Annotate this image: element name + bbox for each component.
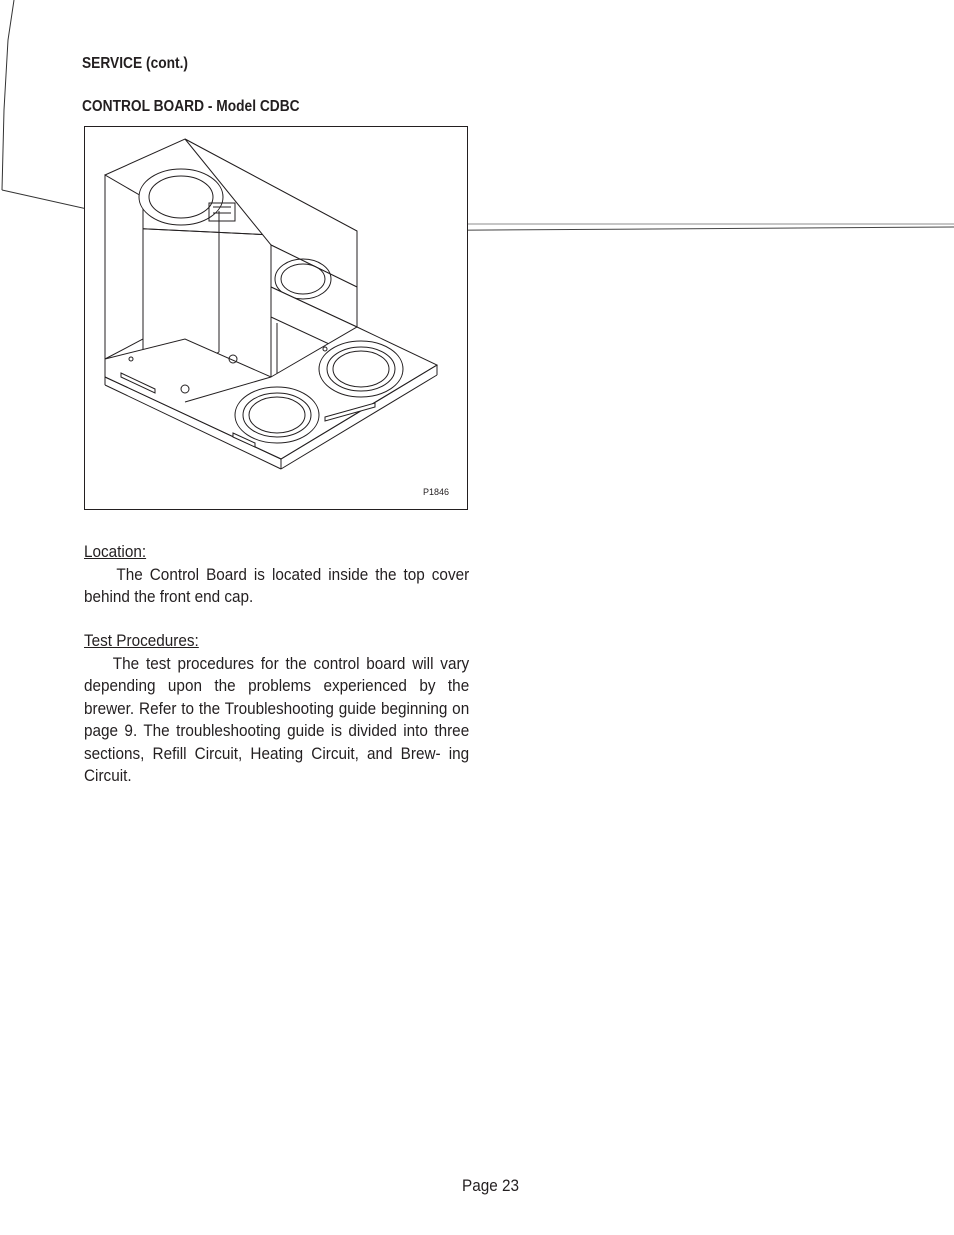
location-section <box>84 541 470 609</box>
test-procedures-heading: Test Procedures: <box>84 631 199 650</box>
location-heading: Location: <box>84 542 147 561</box>
test-procedures-section <box>84 630 470 788</box>
page-number: Page 23 <box>462 1176 520 1195</box>
brewer-illustration <box>85 127 469 511</box>
figure-id-label: P1846 <box>422 487 449 497</box>
test-procedures-paragraph: The test procedures for the control board will vary depending upon the problems experienced by the brewer. Refer to the Troubleshooting guide beginning on page 9. The troubleshooting guide is divided into three sections, Refill Circuit, Heating Circuit, and Brew- ing Circuit. <box>84 653 470 785</box>
figure-heading: CONTROL BOARD - Model CDBC <box>82 98 300 115</box>
location-paragraph: The Control Board is located inside the top cover behind the front end cap. <box>84 564 470 606</box>
section-heading: SERVICE (cont.) <box>82 55 189 72</box>
figure-control-board <box>84 126 468 510</box>
